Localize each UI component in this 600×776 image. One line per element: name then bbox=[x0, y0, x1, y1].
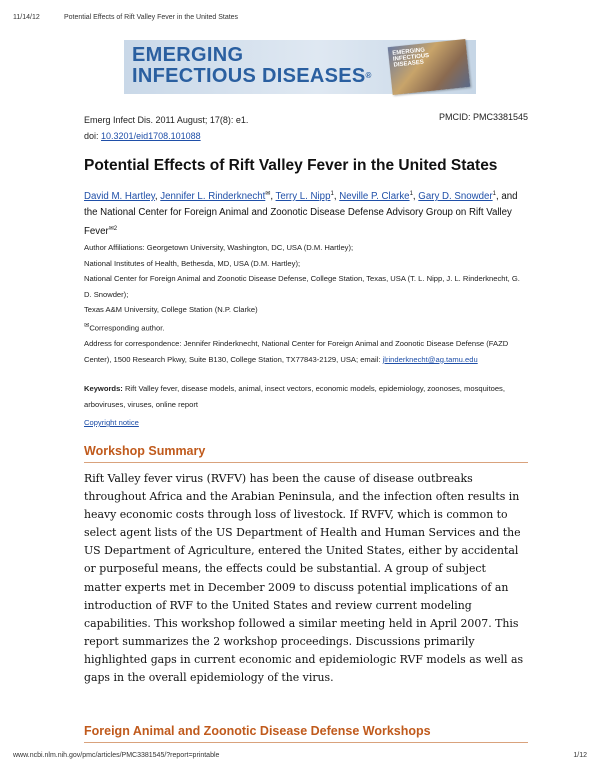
copyright-notice bbox=[84, 418, 139, 427]
journal-cover-image bbox=[388, 39, 471, 95]
section-divider bbox=[84, 742, 528, 743]
banner-line-2: INFECTIOUS DISEASES® bbox=[132, 65, 372, 87]
correspondence-address: Address for correspondence: Jennifer Rinderknecht, National Center for Foreign Animal and Zoonotic Disease Defense (FAZD Center), 1500 Research Pkwy, Suite B130, College Station, TX77843-2129, USA; email: jlrinderknecht@ag.tamu.edu bbox=[84, 339, 509, 364]
section-heading-fazd-workshops: Foreign Animal and Zoonotic Disease Defense Workshops bbox=[84, 724, 431, 738]
author-link[interactable]: Terry L. Nipp bbox=[275, 191, 331, 203]
affiliation-line: Texas A&M University, College Station (N.P. Clarke) bbox=[84, 305, 258, 315]
mail-icon[interactable]: ✉ bbox=[108, 226, 114, 233]
author-link[interactable]: David M. Hartley bbox=[84, 191, 155, 203]
citation-block bbox=[84, 112, 248, 144]
doi-link[interactable]: 10.3201/eid1708.101088 bbox=[101, 131, 201, 141]
doi-line: doi: 10.3201/eid1708.101088 bbox=[84, 131, 201, 141]
affiliation-line: National Institutes of Health, Bethesda, MD, USA (D.M. Hartley); bbox=[84, 258, 301, 268]
banner-line-1: EMERGING bbox=[132, 44, 244, 66]
mail-icon: ✉ bbox=[84, 321, 90, 329]
author-link[interactable]: Neville P. Clarke bbox=[339, 191, 410, 203]
email-link[interactable]: jlrinderknecht@ag.tamu.edu bbox=[382, 354, 478, 364]
keywords-text: Rift Valley fever, disease models, animal, insect vectors, economic models, epidemiology, zoonoses, mosquitoes, arboviruses, viruses, online report bbox=[84, 384, 505, 409]
page-url: www.ncbi.nlm.nih.gov/pmc/articles/PMC3381545/?report=printable bbox=[13, 752, 220, 759]
section-heading-workshop-summary: Workshop Summary bbox=[84, 444, 206, 458]
article-title: Potential Effects of Rift Valley Fever in the United States bbox=[84, 157, 498, 174]
print-title: Potential Effects of Rift Valley Fever in the United States bbox=[64, 14, 239, 21]
affiliation-line: National Center for Foreign Animal and Zoonotic Disease Defense, College Station, Texas, USA (T. L. Nipp, J. L. Rinderknecht, G. D. Snowder); bbox=[84, 274, 520, 299]
pmcid: PMCID: PMC3381545 bbox=[438, 112, 528, 122]
corresponding-author: ✉Corresponding author. bbox=[84, 321, 165, 333]
journal-banner bbox=[124, 40, 476, 94]
section-divider bbox=[84, 462, 528, 463]
print-date: 11/14/12 bbox=[13, 14, 40, 21]
summary-paragraph: Rift Valley fever virus (RVFV) has been the cause of disease outbreaks throughout Africa and the Arabian Peninsula, and the infection often results in heavy economic costs through loss of livestock. If RVFV, which is common to select agent lists of the US Department of Health and Human Services and the US Department of Agriculture, entered the United States, either by accidental or purposeful means, the effects could be substantial. A group of subject matter experts met in December 2009 to discuss potential implications of an introduction of RVF to the United States and review current modeling capabilities. This workshop followed a similar meeting held in April 2007. This report summarizes the 2 workshop proceedings. Discussions primarily highlighted gaps in current economic and epidemiologic RVF models as well as gaps in the overall epidemiology of the virus. bbox=[84, 472, 524, 685]
copyright-link[interactable]: Copyright notice bbox=[84, 418, 139, 427]
affiliation-line: Author Affiliations: Georgetown University, Washington, DC, USA (D.M. Hartley); bbox=[84, 243, 354, 252]
author-link[interactable]: Gary D. Snowder bbox=[418, 191, 493, 203]
page-number: 1/12 bbox=[573, 752, 587, 759]
cover-text: EMERGING INFECTIOUS DISEASES bbox=[392, 47, 430, 69]
keywords-label: Keywords: bbox=[84, 384, 123, 393]
author-group: and the National Center for Foreign Animal and Zoonotic Disease Defense Advisory Group on Rift Valley Fever bbox=[84, 191, 518, 238]
author-link[interactable]: Jennifer L. Rinderknecht bbox=[160, 191, 266, 203]
affiliations bbox=[84, 240, 524, 367]
journal-citation: Emerg Infect Dis. 2011 August; 17(8): e1. bbox=[84, 115, 249, 125]
keywords bbox=[84, 381, 524, 412]
mail-icon[interactable]: ✉ bbox=[265, 191, 271, 197]
author-list: David M. Hartley, Jennifer L. Rinderknecht✉, Terry L. Nipp$^1$, Neville P. Clarke$^1$, Gary D. Snowder$^1$, and the National Center for Foreign Animal and Zoonotic Disease Defense Advisory Group on Rift Valley Fever$^{✉2}$ bbox=[84, 191, 518, 238]
